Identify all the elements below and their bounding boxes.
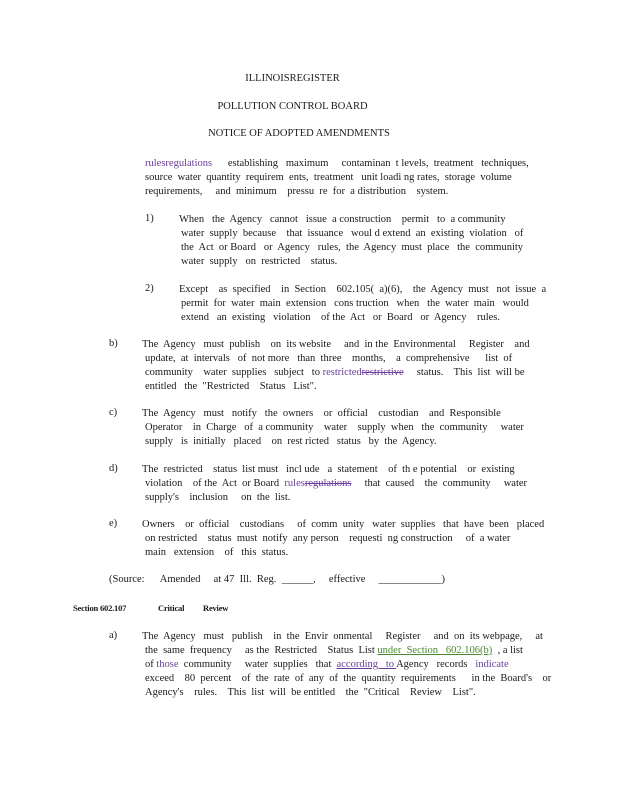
text: community water supplies subject to bbox=[145, 367, 323, 378]
inserted-text: rules bbox=[145, 158, 166, 169]
section-number: Section 602.107 bbox=[73, 603, 127, 613]
subsection-a-line-5: Agency's rules. This list will be entitled the "Critical Review List". bbox=[145, 687, 476, 698]
inserted-text: those bbox=[156, 659, 179, 670]
section-subtitle: Review bbox=[203, 603, 229, 613]
subsection-e-label: e) bbox=[109, 518, 118, 529]
item-1-line-2: water supply because that issuance woul d extend an existing violation of bbox=[181, 228, 524, 239]
inserted-text: rules bbox=[284, 478, 305, 489]
subsection-b-label: b) bbox=[109, 338, 118, 349]
item-1-line-1: When the Agency cannot issue a construction permit to a community bbox=[179, 214, 506, 225]
item-1-line-3: the Act or Board or Agency rules, the Agency must place the community bbox=[181, 242, 524, 253]
source-note: (Source: Amended at 47 Ill. Reg. ______, effective ____________) bbox=[109, 574, 446, 585]
inserted-text: under Section 602.106(b) bbox=[377, 645, 493, 656]
intro-line-2: source water quantity requirem ents, treatment unit loadi ng rates, storage volume bbox=[145, 172, 512, 183]
subsection-c-line-2: Operator in Charge of a community water supply when the community water bbox=[145, 422, 524, 433]
item-2-line-1: Except as specified in Section 602.105( a)(6), the Agency must not issue a bbox=[179, 284, 547, 295]
subsection-c-label: c) bbox=[109, 407, 118, 418]
text: Agency records bbox=[396, 659, 476, 670]
inserted-text: according to bbox=[336, 659, 397, 670]
subsection-a-line-1: The Agency must publish in the Envir onmental Register and on its webpage, at bbox=[142, 631, 543, 642]
text: the same frequency as the Restricted Status List bbox=[145, 645, 378, 656]
intro-line-1 bbox=[145, 157, 529, 170]
text: status. This list will be bbox=[403, 367, 525, 378]
subsection-c-line-3: supply is initially placed on rest ricted status by the Agency. bbox=[145, 436, 437, 447]
subsection-b-line-4: entitled the "Restricted Status List". bbox=[145, 381, 317, 392]
subsection-b-line-1: The Agency must publish on its website and in the Environmental Register and bbox=[142, 339, 530, 350]
text: of bbox=[145, 659, 157, 670]
board-header: POLLUTION CONTROL BOARD bbox=[217, 101, 368, 112]
inserted-text: indicate bbox=[475, 659, 509, 670]
subsection-d-line-3: supply's inclusion on the list. bbox=[145, 492, 291, 503]
subsection-a-line-4: exceed 80 percent of the rate of any of the quantity requirements in the Board's or bbox=[145, 673, 552, 684]
subsection-d-line-1: The restricted status list must incl ude a statement of th e potential or existing bbox=[142, 464, 515, 475]
subsection-e-line-2: on restricted status must notify any person requesti ng construction of a water bbox=[145, 533, 511, 544]
item-1-line-4: water supply on restricted status. bbox=[181, 256, 338, 267]
notice-header: NOTICE OF ADOPTED AMENDMENTS bbox=[208, 128, 390, 139]
subsection-e-line-1: Owners or official custodians of comm unity water supplies that have been placed bbox=[142, 519, 545, 530]
replaced-text: regulations bbox=[165, 158, 213, 169]
item-2-line-3: extend an existing violation of the Act or Board or Agency rules. bbox=[181, 312, 501, 323]
intro-line-3: requirements, and minimum pressu re for a distribution system. bbox=[145, 186, 449, 197]
subsection-a-line-2 bbox=[145, 644, 523, 657]
item-1-label: 1) bbox=[145, 213, 154, 224]
subsection-e-line-3: main extension of this status. bbox=[145, 547, 289, 558]
item-2-label: 2) bbox=[145, 283, 154, 294]
subsection-a-line-3 bbox=[145, 658, 509, 671]
text: violation of the Act or Board bbox=[145, 478, 285, 489]
subsection-b-line-3 bbox=[145, 366, 525, 379]
deleted-text: regulations bbox=[304, 478, 352, 489]
intro-text: establishing maximum contaminan t levels, treatment techniques, bbox=[212, 158, 529, 169]
text: that caused the community water bbox=[351, 478, 528, 489]
deleted-text: restrictive bbox=[361, 367, 404, 378]
subsection-a-label: a) bbox=[109, 630, 118, 641]
text: , a list bbox=[492, 645, 523, 656]
register-header: ILLINOISREGISTER bbox=[245, 73, 340, 84]
subsection-d-label: d) bbox=[109, 463, 118, 474]
subsection-c-line-1: The Agency must notify the owners or official custodian and Responsible bbox=[142, 408, 501, 419]
subsection-b-line-2: update, at intervals of not more than three months, a comprehensive list of bbox=[145, 353, 513, 364]
text: community water supplies that bbox=[178, 659, 337, 670]
item-2-line-2: permit for water main extension cons truction when the water main would bbox=[181, 298, 529, 309]
section-title: Critical bbox=[158, 603, 185, 613]
subsection-d-line-2 bbox=[145, 477, 527, 490]
inserted-text: restricted bbox=[322, 367, 362, 378]
